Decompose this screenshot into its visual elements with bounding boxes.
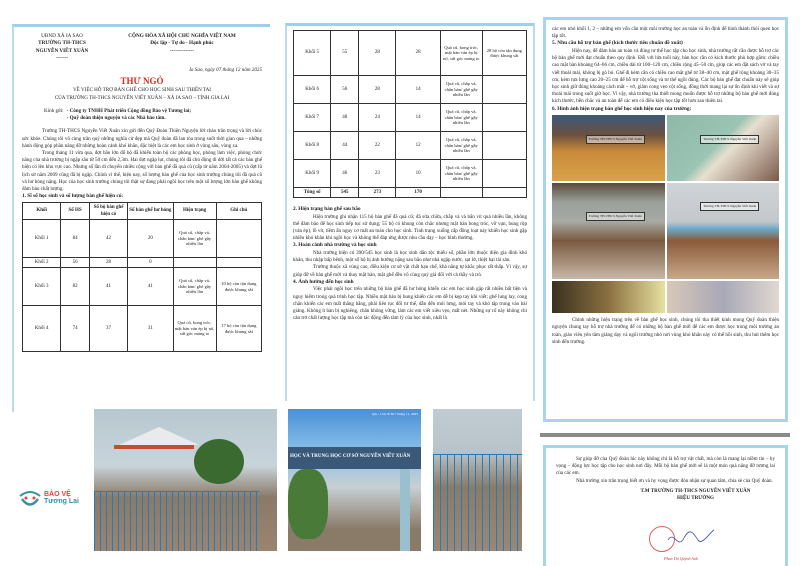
page-separator bbox=[540, 433, 790, 437]
photo-label: Trường TH-THCS Nguyễn Viết Xuân bbox=[700, 135, 759, 144]
table-cell: Tổng số bbox=[294, 188, 331, 198]
table-cell bbox=[216, 220, 261, 258]
table-cell: Quá cũ, bong tróc, mặt bàn ván ép bị nổ, sứt góc mảng to bbox=[173, 306, 216, 352]
paragraph: Trường TH-THCS Nguyễn Viết Xuân xin gửi đến Quỹ Đoàn Thiện Nguyện lời chào trân trọng và lời chúc sức khỏe. Chúng tôi vô cùng trân quý những nghĩa cử đẹp mà Quỹ đoàn đã lan tỏa trong suốt thời gian qua – những hành động góp phần nâng đỡ những hoàn cảnh khó khăn, đặc biệt là các em học sinh ở vùng sâu, vùng xa. bbox=[22, 128, 262, 149]
recipient: - Quỹ đoàn thiện nguyện và các Nhà hảo tâm. bbox=[66, 115, 166, 122]
table-row bbox=[23, 258, 262, 268]
paragraph: Nhà trường xin trân trọng biết ơn và hy vọng được đón nhận sự quan tâm, chia sẻ của Quỹ đoàn. bbox=[576, 477, 773, 484]
table-cell: 10 bbox=[396, 160, 440, 188]
letter-page-4 bbox=[543, 445, 788, 566]
table-cell: 41 bbox=[128, 268, 173, 306]
paragraph: Sự giúp đỡ của Quỹ đoàn lúc này không chỉ là hỗ trợ vật chất, mà còn là mang lại niềm tin – hy vọng – động lực học tập cho học sinh nơi đây. Mỗi bộ bàn ghế mới sẽ là một món quà nâng đỡ tương lai của các em. bbox=[556, 456, 775, 477]
flooded-yard-photo bbox=[433, 409, 522, 551]
org-line: UBND XÃ IA SAO bbox=[41, 33, 83, 39]
photo-label: Trường TH-THCS Nguyễn Viết Xuân bbox=[586, 212, 645, 221]
table-cell bbox=[482, 76, 526, 104]
table-cell: Khối 4 bbox=[23, 306, 61, 352]
school-sign-photo bbox=[288, 409, 421, 551]
letter-date: Ia Sao, ngày 07 tháng 12 năm 2025 bbox=[189, 66, 262, 73]
photo-label: Trường TH-THCS Nguyễn Viết Xuân bbox=[700, 202, 759, 211]
table-cell: 56 bbox=[61, 258, 90, 268]
table-cell: 74 bbox=[61, 306, 90, 352]
section-heading: 6. Hình ảnh hiện trạng bàn ghế học sinh hiện nay của trường: bbox=[552, 105, 692, 112]
section-heading: 2. Hiện trạng bàn ghế sau bão bbox=[293, 206, 361, 213]
table-cell bbox=[482, 104, 526, 132]
table-cell: Khối 7 bbox=[294, 104, 331, 132]
table-cell: Quá cũ, chắp vá, chân bàn/ ghế gãy nhiều lần bbox=[440, 76, 482, 104]
desk-photo bbox=[667, 115, 780, 181]
smile-logo-icon bbox=[18, 488, 42, 508]
paragraph: Trong tháng 11 vừa qua, đợt bão lớn đổ bộ đã khiến toàn bộ các phòng học, phòng làm việc, phòng chức năng của nhà trường bị ngập sâu từ 50 cm đến 2,3m. Hai đợt ngập lụt, chúng tôi đã chủ động di dời tất cả các bàn ghế hiện có lên khu vực cao. Nhưng số lần di chuyển nhiều cộng với bàn ghế đã quá cũ (cấp từ năm 2004-2005) và đợt lũ lịch sử năm 2009 cũng đã bị ngập. Chính vì thế, hiện nay, số lượng bàn ghế của học sinh trường chúng tôi đã quá cũ và hư hỏng nặng. Học của học sinh trường chúng tôi thật sự đang phải ngồi học trên một số lượng lớn bàn ghế không đảm bảo chất lượng. bbox=[22, 150, 262, 193]
letter-title: THƯ NGỎ bbox=[120, 75, 164, 86]
table-cell: Quá cũ, chắp vá, chân bàn/ ghế gãy nhiều lần bbox=[173, 220, 216, 258]
signature-org: T.M TRƯỜNG TH-THCS NGUYỄN VIẾT XUÂN bbox=[640, 487, 751, 494]
student-table bbox=[22, 202, 262, 352]
paragraph: Việc phải ngồi học trên những bộ bàn ghế đã hư hỏng khiến các em học sinh gặp rất nhiều bất tiện và nguy hiểm trong quá trình học tập. Nhiều mặt bàn bị bung khiến các em dễ bị kẹp tay khi viết; ghế lung lay, cong chân khiến các em mất thăng bằng, phải liên tục đổi tư thế, dẫn đến mỏi lưng, mỏi tay và khó tập trung vào bài giảng. Không ít bàn bị nghiêng, chân không vững, làm các em viết xiêu vẹo, mất nét. Những sự cố này không chỉ cản trở chất lượng học tập mà còn tác động đến tâm lý của học sinh, nhất là bbox=[293, 286, 527, 322]
greeting-label: Kính gửi: bbox=[44, 107, 64, 114]
paragraph: Hiện nay, để đảm bảo an toàn và đúng tư thế học tập cho học sinh, nhà trường rất cần được hỗ trợ các bộ bàn ghế mới đạt chuẩn theo quy định. Đối với lứa tuổi này, bàn học cần có kích thước phù hợp gồm: chiều cao mặt bàn khoảng 64–66 cm, chiều dài từ 100–120 cm, chiều rộng 45–50 cm, giúp các em đặt sách vở và tay viết thoải mái, không bị gò bó. Ghế đi kèm cần có chiều cao mặt ghế từ 38–40 cm, mặt ghế rộng khoảng 30–35 cm, kèm tựa lưng cao 20–25 cm để hỗ trợ cột sống và tư thế ngồi đúng. Các bộ bàn ghế đạt chuẩn này sẽ giúp học sinh giữ đúng khoảng cách mắt – vở, giảm cong vẹo cột sống, đồng thời mang lại sự ổn định khi viết và sự thoải mái trong suốt giờ học. Vì vậy, nhà trường tha thiết mong muốn được hỗ trợ những bộ bàn ghế mới đúng kích thước, bền chắc và an toàn để các em có điều kiện học tập tốt hơn sau thiên tai. bbox=[552, 47, 779, 105]
col-header: Ghi chú bbox=[216, 202, 261, 219]
col-header: Số HS bbox=[61, 202, 90, 219]
table-row bbox=[23, 268, 262, 306]
section-heading: 4. Ảnh hưởng đến học sinh bbox=[293, 278, 354, 285]
table-cell: 17 bộ còn tận dụng được khung sắt bbox=[216, 306, 261, 352]
table-cell bbox=[482, 188, 526, 198]
table-cell bbox=[216, 258, 261, 268]
table-cell: Khối 8 bbox=[294, 132, 331, 160]
table-cell: 37 bbox=[89, 306, 127, 352]
table-row bbox=[23, 220, 262, 258]
signature-title: HIỆU TRƯỞNG bbox=[677, 495, 714, 502]
recipient: - Công ty TNHH Phát triển Cộng đồng Bảo vệ Tương lai; bbox=[66, 107, 192, 114]
school-sign-text: HỌC VÀ TRUNG HỌC CƠ SỞ NGUYỄN VIẾT XUÂN bbox=[288, 447, 421, 469]
table-cell: 28 bộ còn tận dụng được khung sắt bbox=[482, 31, 526, 76]
table-cell: 22 bbox=[359, 132, 396, 160]
table-cell: 82 bbox=[61, 268, 90, 306]
table-cell: 14 bbox=[396, 76, 440, 104]
table-cell: 41 bbox=[89, 268, 127, 306]
table-cell: Quá cũ, chắp vá, chân bàn/ ghế gãy nhiều lần bbox=[440, 160, 482, 188]
letter-page-2 bbox=[285, 23, 535, 401]
nation-slogan: Độc lập - Tự do - Hạnh phúc bbox=[150, 40, 214, 47]
table-cell: Khối 6 bbox=[294, 76, 331, 104]
bao-ve-tuong-lai-logo bbox=[18, 488, 79, 508]
table-cell: 12 bbox=[396, 132, 440, 160]
table-cell: 44 bbox=[331, 132, 359, 160]
photo-timestamp: QA - 1 lúc 9:36 7 tháng 11, 2025 bbox=[371, 412, 418, 416]
letter-page-3 bbox=[543, 17, 788, 422]
table-cell bbox=[482, 160, 526, 188]
table-cell: Khối 3 bbox=[23, 268, 61, 306]
org-line: NGUYỄN VIẾT XUÂN bbox=[35, 47, 89, 54]
nation-motto: CỘNG HÒA XÃ HỘI CHỦ NGHĨA VIỆT NAM bbox=[128, 33, 236, 39]
table-cell: 14 bbox=[396, 104, 440, 132]
signature-icon bbox=[666, 528, 716, 550]
paragraph: Chính những hiện trạng trên về bàn ghế học sinh, chúng tôi tha thiết kính mong Quỹ đoàn thiện nguyện chung tay hỗ trợ nhà trường để có những bộ bàn ghế mới để các em được học trong môi trường an toàn, giáo viên yên tâm giảng dạy và ngôi trường nhỏ nơi vùng khó khăn này có thể hồi sinh, thu hút thêm học sinh đến trường. bbox=[552, 317, 779, 345]
table-row bbox=[294, 160, 527, 188]
table-row bbox=[294, 31, 527, 76]
section-heading: 3. Hoàn cảnh nhà trường và học sinh bbox=[293, 242, 377, 249]
photo-grid bbox=[552, 115, 779, 313]
classroom-photo bbox=[667, 281, 780, 313]
table-cell bbox=[482, 132, 526, 160]
letter-subtitle: VỀ VIỆC HỖ TRỢ BÀN GHẾ CHO HỌC SINH SAU THIÊN TAI bbox=[72, 87, 212, 94]
col-header: Số bàn ghế hư hỏng bbox=[128, 202, 173, 219]
table-row bbox=[294, 132, 527, 160]
table-row bbox=[23, 306, 262, 352]
table-cell: Quá cũ, chắp vá, chân bàn/ ghế gãy nhiều lần bbox=[440, 132, 482, 160]
table-cell: Quá cũ, chắp vá, chân bàn/ ghế gãy nhiều lần bbox=[440, 104, 482, 132]
table-cell: Khối 5 bbox=[294, 31, 331, 76]
table-cell bbox=[440, 188, 482, 198]
table-cell: 0 bbox=[128, 258, 173, 268]
table-cell: 56 bbox=[331, 76, 359, 104]
logo-text: Tương Lai bbox=[44, 498, 79, 505]
classroom-photo bbox=[667, 183, 780, 279]
desk-photo bbox=[552, 281, 665, 313]
table-row bbox=[294, 76, 527, 104]
letter-page-1 bbox=[12, 24, 270, 412]
letter-subtitle: CỦA TRƯỜNG TH-THCS NGUYỄN VIẾT XUÂN – XÃ IA SAO – TỈNH GIA LAI bbox=[54, 94, 230, 101]
col-header: Khối bbox=[23, 202, 61, 219]
table-cell: 24 bbox=[359, 104, 396, 132]
table-cell: 273 bbox=[359, 188, 396, 198]
table-cell: Khối 9 bbox=[294, 160, 331, 188]
table-header-row bbox=[23, 202, 262, 219]
paragraph: Nhà trường hiện có 390/545 học sinh là học sinh dân tộc thiểu số, phần lớn thuộc diện gia đình khó khăn, thu nhập bấp bênh, một số hộ bị ảnh hưởng nặng sau bão như nhà ngập nước, sạt lở, thiệt hại tài sản. bbox=[293, 250, 527, 264]
photo-label: Trường TH-THCS Nguyễn Viết Xuân bbox=[586, 135, 645, 144]
table-cell: Quá cũ, bong tróc, mặt bàn ván ép bị nổ, sứt góc mảng to bbox=[440, 31, 482, 76]
table-row bbox=[294, 188, 527, 198]
student-table-continued bbox=[293, 30, 527, 198]
table-cell: Khối 1 bbox=[23, 220, 61, 258]
paragraph: các em nhỏ khối 1, 2 – những em vốn cần một môi trường học an toàn và ổn định để hình thành thói quen học tập tốt. bbox=[552, 26, 779, 40]
table-cell: 545 bbox=[331, 188, 359, 198]
desk-photo bbox=[552, 183, 665, 279]
table-cell: 28 bbox=[359, 76, 396, 104]
table-cell: 10 bộ còn tận dụng được khung sắt bbox=[216, 268, 261, 306]
col-header: Hiện trạng bbox=[173, 202, 216, 219]
org-line: TRƯỜNG TH-THCS bbox=[38, 40, 86, 47]
table-cell: 28 bbox=[396, 31, 440, 76]
paragraph: Trường thuộc xã vùng cao, điều kiện cơ sở vật chất hạn chế, khả năng tự khắc phục rất thấp. Vì vậy, sự giúp đỡ về bàn ghế mới và thay mặt bàn, mặt ghế đều vô cùng quý giá đối với cả thầy và trò. bbox=[293, 264, 527, 278]
table-cell bbox=[173, 258, 216, 268]
table-cell: Khối 2 bbox=[23, 258, 61, 268]
signer-name: Phan Thị Quỳnh Anh bbox=[664, 556, 698, 561]
paragraph: Hiện trường ghi nhận 115 bộ bàn ghế đã quá cũ; đã sửa chữa, chắp vá và bắn vít quá nhiều lần, không thể đảm bảo để học sinh tiếp tục sử dụng; 55 bộ có khung còn chắc nhưng mặt bàn bong tróc, vỡ vụn, bung rộp (ván ép), lồ vít, tiềm ẩn nguy cơ mất an toàn cho học sinh. Tình trạng xuống cấp đồng loạt này khiến học sinh gặp nhiều khó khăn khi ngồi học và không thể đáp ứng được nhu cầu dạy – học bình thường. bbox=[293, 213, 527, 242]
desk-photo bbox=[552, 115, 665, 181]
table-cell: 46 bbox=[331, 160, 359, 188]
table-cell: 28 bbox=[89, 258, 127, 268]
col-header: Số bộ bàn ghế hiện có bbox=[89, 202, 127, 219]
table-cell: 31 bbox=[128, 306, 173, 352]
table-cell: 84 bbox=[61, 220, 90, 258]
logo-text: BẢO VỆ bbox=[44, 491, 71, 498]
table-cell: 170 bbox=[396, 188, 440, 198]
letter-header: UBND XÃ IA SAO TRƯỜNG TH-THCS NGUYỄN VIẾT XUÂN ------- CỘNG HÒA XÃ HỘI CHỦ NGHĨA VIỆT NAM Độc lập - Tự do - Hạnh phúc -------------- bbox=[22, 33, 262, 63]
section-heading: 5. Nhu cầu hỗ trợ bàn ghế (kích thước tiêu chuẩn đề xuất) bbox=[552, 40, 683, 47]
table-cell: 42 bbox=[89, 220, 127, 258]
recipients bbox=[44, 108, 262, 122]
table-cell: 28 bbox=[359, 31, 396, 76]
table-cell: 20 bbox=[128, 220, 173, 258]
table-cell: 55 bbox=[331, 31, 359, 76]
flooded-school-photo bbox=[94, 409, 277, 551]
table-cell: 48 bbox=[331, 104, 359, 132]
table-cell: 23 bbox=[359, 160, 396, 188]
table-cell: Quá cũ, chắp vá, chân bàn/ ghế gãy nhiều lần bbox=[173, 268, 216, 306]
table-row bbox=[294, 104, 527, 132]
section-heading: 1. Sĩ số học sinh và số lượng bàn ghế hiện có: bbox=[22, 193, 124, 200]
